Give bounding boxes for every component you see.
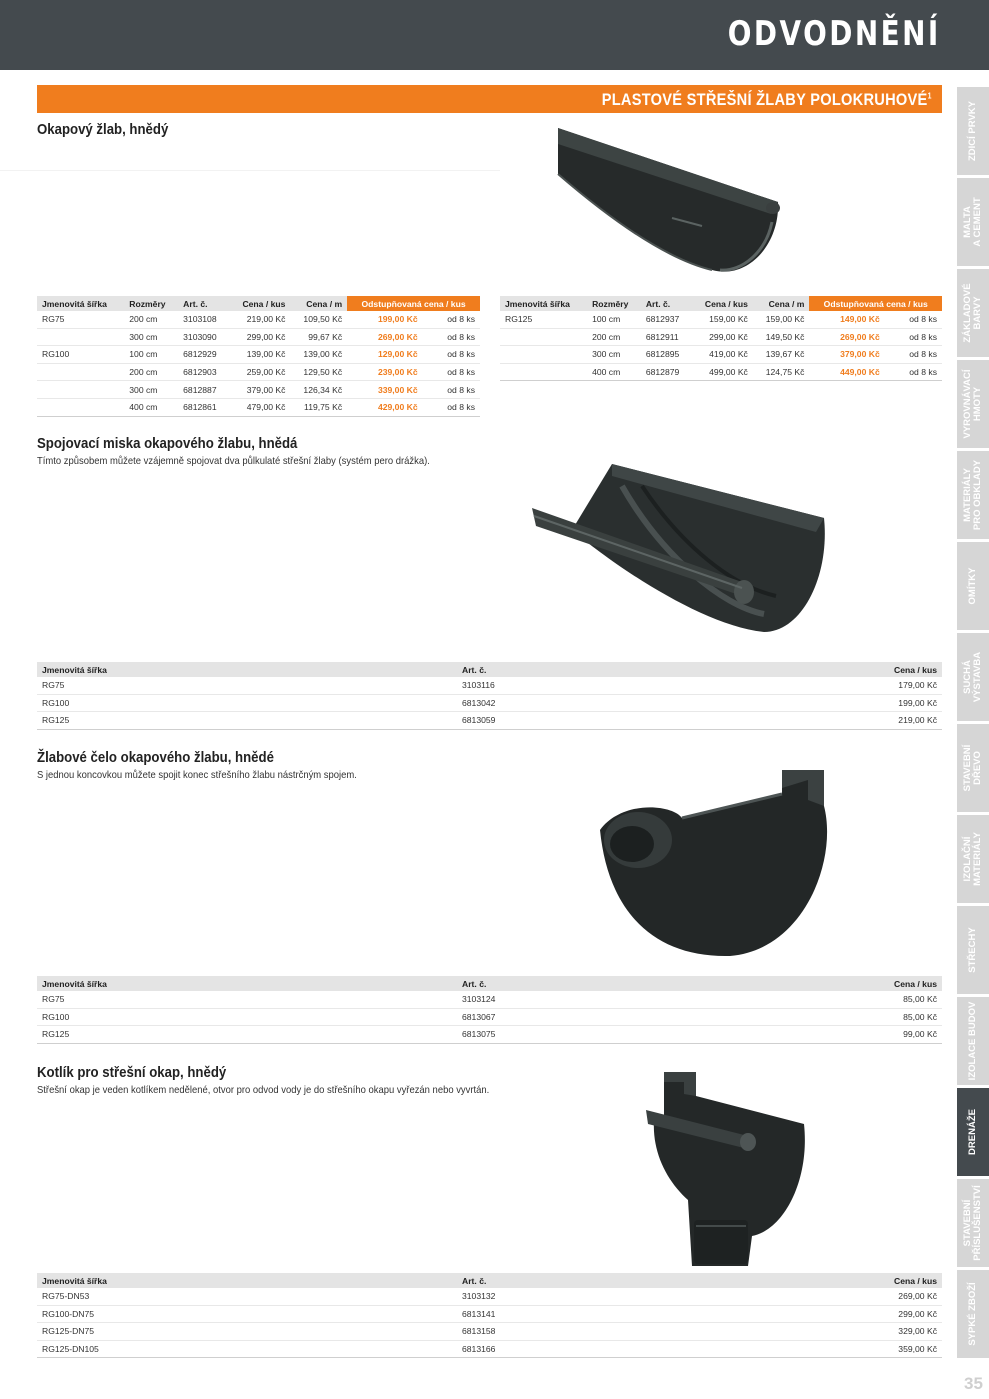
col-art-header: Art. č. (178, 296, 229, 311)
cell-qty: od 8 ks (885, 311, 942, 328)
category-bar (37, 85, 942, 113)
outlet-image (644, 1070, 814, 1266)
sidebar-tab-2[interactable] (957, 269, 989, 357)
cell-price: 85,00 Kč (676, 1008, 942, 1026)
cell-width (500, 363, 587, 381)
sidebar-tab-3[interactable] (957, 360, 989, 448)
cell-price: 299,00 Kč (676, 1305, 942, 1323)
cell-price-m: 139,67 Kč (753, 346, 810, 364)
connector-title: Spojovací miska okapového žlabu, hnědá (37, 435, 298, 452)
cell-width: RG100 (37, 694, 457, 712)
endcap-image (582, 770, 854, 960)
cell-art: 6812895 (641, 346, 691, 364)
cell-qty: od 8 ks (423, 363, 480, 381)
sidebar-tab-5[interactable] (957, 542, 989, 630)
cell-price-m: 129,50 Kč (290, 363, 347, 381)
cell-dims: 200 cm (587, 328, 641, 346)
table-row (37, 991, 942, 1008)
sidebar-tab-label: IZOLAČNÍ MATERIÁLY (962, 832, 983, 886)
sidebar-tab-label: VYROVNÁVACÍ HMOTY (962, 369, 983, 439)
col-price-pc-header: Cena / kus (691, 296, 753, 311)
sidebar-tab-label: STŘECHY (967, 927, 978, 973)
cell-price-pc: 499,00 Kč (691, 363, 753, 381)
cell-graded-price: 339,00 Kč (347, 381, 422, 399)
cell-art: 3103090 (178, 328, 229, 346)
sidebar-tab-label: OMÍTKY (967, 567, 978, 605)
col-graded-header: Odstupňovaná cena / kus (809, 296, 942, 311)
outlet-desc: Střešní okap je veden kotlíkem nedělené, otvor pro odvod vody je do střešního okapu vyřezán nebo vyvrtán. (37, 1084, 490, 1096)
cell-art: 6812937 (641, 311, 691, 328)
page-title: ODVODNĚNÍ (727, 14, 941, 54)
page-number: 35 (964, 1374, 983, 1393)
cell-width: RG100 (37, 346, 124, 364)
cell-dims: 200 cm (124, 363, 178, 381)
cell-width: RG75 (37, 311, 124, 328)
cell-price-m: 109,50 Kč (290, 311, 347, 328)
cell-dims: 400 cm (587, 363, 641, 381)
cell-price-m: 126,34 Kč (290, 381, 347, 399)
sidebar-tab-7[interactable] (957, 724, 989, 812)
cell-qty: od 8 ks (423, 311, 480, 328)
sidebar-tab-13[interactable] (957, 1270, 989, 1358)
table-row (37, 1288, 942, 1305)
cell-qty: od 8 ks (885, 346, 942, 364)
endcap-desc: S jednou koncovkou můžete spojit konec střešního žlabu nástrčným spojem. (37, 769, 357, 781)
cell-qty: od 8 ks (423, 328, 480, 346)
table-row (37, 311, 480, 328)
cell-width (37, 328, 124, 346)
cell-dims: 200 cm (124, 311, 178, 328)
cell-art: 3103116 (457, 677, 676, 694)
table-row (500, 346, 942, 364)
table-row (37, 346, 480, 364)
cell-art: 3103124 (457, 991, 676, 1008)
cell-art: 3103108 (178, 311, 229, 328)
cell-graded-price: 129,00 Kč (347, 346, 422, 364)
sidebar-tab-label: STAVEBNÍ PŘÍSLUŠENSTVÍ (962, 1185, 983, 1261)
cell-price: 329,00 Kč (676, 1323, 942, 1341)
table-row (37, 1323, 942, 1341)
col-price-header: Cena / kus (676, 662, 942, 677)
col-price-header: Cena / kus (676, 976, 942, 991)
cell-width (37, 398, 124, 416)
col-width-header: Jmenovitá šířka (37, 1273, 457, 1288)
table-row (500, 311, 942, 328)
cell-art: 6813059 (457, 712, 676, 730)
cell-price-pc: 479,00 Kč (229, 398, 291, 416)
col-dims-header: Rozměry (587, 296, 641, 311)
sidebar-tab-10[interactable] (957, 997, 989, 1085)
sidebar-tab-label: DRENÁŽE (967, 1109, 978, 1155)
cell-price-m: 159,00 Kč (753, 311, 810, 328)
col-price-m-header: Cena / m (753, 296, 810, 311)
cell-graded-price: 429,00 Kč (347, 398, 422, 416)
outlet-table (37, 1273, 942, 1358)
cell-price: 269,00 Kč (676, 1288, 942, 1305)
gutter-table-left (37, 296, 480, 417)
cell-art: 6813166 (457, 1340, 676, 1358)
sidebar-tab-11[interactable] (957, 1088, 989, 1176)
cell-width (500, 346, 587, 364)
cell-price-m: 119,75 Kč (290, 398, 347, 416)
col-dims-header: Rozměry (124, 296, 178, 311)
cell-graded-price: 199,00 Kč (347, 311, 422, 328)
sidebar-tab-label: SYPKÉ ZBOŽÍ (967, 1282, 978, 1346)
gutter-image (552, 122, 787, 288)
cell-price: 85,00 Kč (676, 991, 942, 1008)
cell-graded-price: 449,00 Kč (809, 363, 884, 381)
col-price-m-header: Cena / m (290, 296, 347, 311)
cell-width: RG100-DN75 (37, 1305, 457, 1323)
col-price-pc-header: Cena / kus (229, 296, 291, 311)
cell-art: 6813067 (457, 1008, 676, 1026)
cell-width: RG75-DN53 (37, 1288, 457, 1305)
endcap-title: Žlabové čelo okapového žlabu, hnědé (37, 749, 274, 766)
sidebar-tab-8[interactable] (957, 815, 989, 903)
table-row (37, 1008, 942, 1026)
endcap-table (37, 976, 942, 1044)
cell-width (500, 328, 587, 346)
col-art-header: Art. č. (457, 976, 676, 991)
cell-graded-price: 269,00 Kč (347, 328, 422, 346)
outlet-title: Kotlík pro střešní okap, hnědý (37, 1064, 227, 1081)
category-sidebar (957, 87, 989, 1361)
sidebar-tab-4[interactable] (957, 451, 989, 539)
sidebar-tab-label: STAVEBNÍ DŘEVO (962, 744, 983, 792)
cell-width: RG75 (37, 677, 457, 694)
category-superscript: 1 (927, 91, 932, 101)
cell-dims: 300 cm (124, 381, 178, 399)
sidebar-tab-label: MATERIÁLY PRO OBKLADY (962, 459, 983, 531)
table-row (37, 1340, 942, 1358)
table-row (37, 398, 480, 416)
gutter-title: Okapový žlab, hnědý (37, 121, 169, 138)
col-width-header: Jmenovitá šířka (500, 296, 587, 311)
col-width-header: Jmenovitá šířka (37, 296, 124, 311)
cell-price: 179,00 Kč (676, 677, 942, 694)
cell-price-m: 124,75 Kč (753, 363, 810, 381)
cell-art: 6813158 (457, 1323, 676, 1341)
cell-price-pc: 259,00 Kč (229, 363, 291, 381)
sidebar-tab-label: MALTA A CEMENT (962, 197, 983, 247)
cell-graded-price: 269,00 Kč (809, 328, 884, 346)
cell-dims: 100 cm (124, 346, 178, 364)
sidebar-tab-6[interactable] (957, 633, 989, 721)
cell-width (37, 381, 124, 399)
cell-qty: od 8 ks (423, 346, 480, 364)
cell-price: 99,00 Kč (676, 1026, 942, 1044)
cell-width: RG125 (37, 1026, 457, 1044)
cell-width: RG125-DN75 (37, 1323, 457, 1341)
cell-art: 6812911 (641, 328, 691, 346)
cell-graded-price: 239,00 Kč (347, 363, 422, 381)
sidebar-tab-1[interactable] (957, 178, 989, 266)
col-art-header: Art. č. (457, 1273, 676, 1288)
table-row (500, 328, 942, 346)
table-row (37, 328, 480, 346)
cell-qty: od 8 ks (423, 381, 480, 399)
cell-price-pc: 299,00 Kč (229, 328, 291, 346)
connector-desc: Tímto způsobem můžete vzájemně spojovat dva půlkulaté střešní žlaby (systém pero drážka). (37, 455, 430, 467)
gutter-table-right (500, 296, 942, 381)
cell-art: 6812861 (178, 398, 229, 416)
sidebar-tab-9[interactable] (957, 906, 989, 994)
table-row (500, 363, 942, 381)
cell-price-m: 99,67 Kč (290, 328, 347, 346)
table-row (37, 694, 942, 712)
cell-art: 6812887 (178, 381, 229, 399)
sidebar-tab-label: ZÁKLADOVÉ BARVY (962, 283, 983, 343)
cell-width: RG125-DN105 (37, 1340, 457, 1358)
cell-art: 3103132 (457, 1288, 676, 1305)
cell-price: 199,00 Kč (676, 694, 942, 712)
cell-art: 6813042 (457, 694, 676, 712)
cell-qty: od 8 ks (423, 398, 480, 416)
cell-qty: od 8 ks (885, 328, 942, 346)
cell-dims: 300 cm (587, 346, 641, 364)
table-row (37, 677, 942, 694)
cell-price-pc: 159,00 Kč (691, 311, 753, 328)
cell-price-pc: 299,00 Kč (691, 328, 753, 346)
col-price-header: Cena / kus (676, 1273, 942, 1288)
table-row (37, 1026, 942, 1044)
sidebar-tab-12[interactable] (957, 1179, 989, 1267)
cell-graded-price: 379,00 Kč (809, 346, 884, 364)
cell-price: 219,00 Kč (676, 712, 942, 730)
sidebar-tab-label: IZOLACE BUDOV (967, 1001, 978, 1081)
sidebar-tab-0[interactable] (957, 87, 989, 175)
cell-price-pc: 139,00 Kč (229, 346, 291, 364)
table-row (37, 381, 480, 399)
col-width-header: Jmenovitá šířka (37, 662, 457, 677)
table-row (37, 363, 480, 381)
cell-width: RG125 (500, 311, 587, 328)
sidebar-tab-label: ZDICÍ PRVKY (967, 100, 978, 162)
cell-price-pc: 419,00 Kč (691, 346, 753, 364)
cell-art: 6813075 (457, 1026, 676, 1044)
cell-width (37, 363, 124, 381)
cell-dims: 100 cm (587, 311, 641, 328)
cell-dims: 300 cm (124, 328, 178, 346)
col-art-header: Art. č. (641, 296, 691, 311)
sidebar-tab-label: SUCHÁ VÝSTAVBA (962, 651, 983, 703)
cell-width: RG100 (37, 1008, 457, 1026)
col-art-header: Art. č. (457, 662, 676, 677)
cell-width: RG125 (37, 712, 457, 730)
page-header (0, 0, 989, 70)
cell-dims: 400 cm (124, 398, 178, 416)
cell-art: 6812929 (178, 346, 229, 364)
cell-qty: od 8 ks (885, 363, 942, 381)
cell-width: RG75 (37, 991, 457, 1008)
table-row (37, 712, 942, 730)
cell-price-m: 149,50 Kč (753, 328, 810, 346)
connector-table (37, 662, 942, 730)
connector-image (532, 446, 832, 642)
cell-art: 6812903 (178, 363, 229, 381)
col-graded-header: Odstupňovaná cena / kus (347, 296, 480, 311)
cell-price-pc: 379,00 Kč (229, 381, 291, 399)
cell-art: 6813141 (457, 1305, 676, 1323)
cell-price: 359,00 Kč (676, 1340, 942, 1358)
table-row (37, 1305, 942, 1323)
col-width-header: Jmenovitá šířka (37, 976, 457, 991)
category-title: PLASTOVÉ STŘEŠNÍ ŽLABY POLOKRUHOVÉ (602, 90, 928, 109)
divider (0, 170, 500, 171)
cell-price-pc: 219,00 Kč (229, 311, 291, 328)
cell-art: 6812879 (641, 363, 691, 381)
cell-graded-price: 149,00 Kč (809, 311, 884, 328)
cell-price-m: 139,00 Kč (290, 346, 347, 364)
